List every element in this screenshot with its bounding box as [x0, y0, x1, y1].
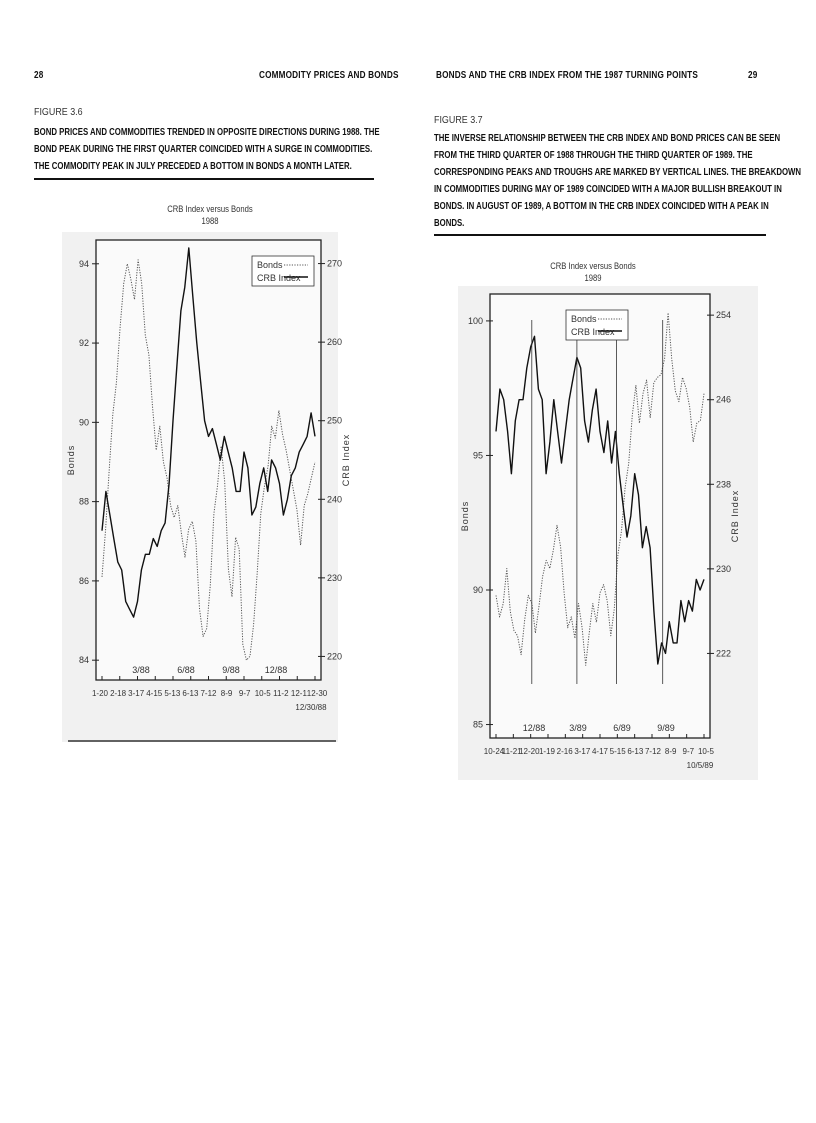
- date-label: 11-21: [501, 747, 522, 756]
- chart-figure-3-6: [0, 0, 408, 760]
- running-head: COMMODITY PRICES AND BONDS: [259, 70, 399, 81]
- quarter-label: 6/88: [177, 665, 195, 675]
- right-axis-tick-label: 238: [716, 479, 732, 490]
- page-number: 28: [34, 70, 44, 81]
- right-axis-tick-label: 246: [716, 394, 732, 405]
- left-axis-tick-label: 88: [78, 496, 89, 507]
- date-label: 10-5: [697, 747, 715, 756]
- right-axis-tick-label: 270: [327, 258, 343, 269]
- left-axis-title: Bonds: [66, 444, 76, 476]
- right-axis-tick-label: 220: [327, 651, 343, 662]
- caption-line: IN COMMODITIES DURING MAY OF 1989 COINCIDED WITH A MAJOR BULLISH BREAKOUT IN: [434, 184, 782, 195]
- right-axis-title: CRB Index: [341, 433, 351, 487]
- date-label: 8-9: [220, 689, 233, 698]
- figure-label: FIGURE 3.7: [434, 114, 483, 126]
- left-axis-tick-label: 94: [78, 258, 89, 269]
- quarter-label: 3/89: [569, 723, 587, 733]
- date-label: 1-19: [538, 747, 556, 756]
- left-axis-tick-label: 92: [78, 338, 89, 349]
- date-label: 9-7: [238, 689, 251, 698]
- date-label: 12-30: [306, 689, 328, 698]
- left-axis-tick-label: 95: [472, 450, 483, 461]
- left-axis-title: Bonds: [460, 500, 470, 532]
- right-axis-tick-label: 254: [716, 310, 732, 321]
- left-axis-tick-label: 86: [78, 575, 89, 586]
- quarter-label: 9/89: [657, 723, 675, 733]
- caption-line: CORRESPONDING PEAKS AND TROUGHS ARE MARKED BY VERTICAL LINES. THE BREAKDOWN: [434, 167, 802, 178]
- right-axis-tick-label: 260: [327, 337, 343, 348]
- chart-figure-3-7: [408, 0, 816, 800]
- date-label: 1-20: [91, 689, 109, 698]
- right-axis-title: CRB Index: [730, 489, 740, 543]
- caption-line: BONDS. IN AUGUST OF 1989, A BOTTOM IN THE CRB INDEX COINCIDED WITH A PEAK IN: [434, 201, 769, 212]
- figure-label: FIGURE 3.6: [34, 106, 83, 118]
- legend-label-bonds: Bonds: [257, 260, 283, 270]
- legend-label-crb-index: CRB Index: [571, 327, 615, 337]
- date-label: 5-15: [609, 747, 626, 756]
- right-axis-tick-label: 250: [327, 415, 343, 426]
- quarter-label: 6/89: [613, 723, 631, 733]
- left-axis-tick-label: 90: [472, 585, 483, 595]
- legend-label-bonds: Bonds: [571, 314, 597, 324]
- quarter-label: 3/88: [132, 665, 150, 675]
- end-date-label: 10/5/89: [686, 761, 714, 770]
- caption-line: BOND PEAK DURING THE FIRST QUARTER COINCIDED WITH A SURGE IN COMMODITIES.: [34, 144, 373, 155]
- chart-subtitle: 1989: [584, 273, 602, 283]
- date-label: 3-17: [128, 689, 145, 698]
- date-label: 7-12: [644, 747, 662, 756]
- page-number: 29: [748, 70, 758, 81]
- caption-line: BONDS.: [434, 218, 465, 229]
- legend-label-crb-index: CRB Index: [257, 273, 301, 283]
- date-label: 9-7: [682, 747, 695, 756]
- right-axis-tick-label: 230: [327, 572, 343, 583]
- plot-frame: [96, 240, 321, 680]
- date-label: 2-16: [556, 747, 573, 756]
- caption-line: FROM THE THIRD QUARTER OF 1988 THROUGH THE THIRD QUARTER OF 1989. THE: [434, 150, 753, 161]
- right-axis-tick-label: 230: [716, 563, 732, 574]
- right-axis-tick-label: 222: [716, 648, 732, 659]
- right-page: [408, 0, 816, 1123]
- date-label: 12-1: [290, 689, 307, 698]
- right-axis-tick-label: 240: [327, 494, 343, 505]
- quarter-label: 12/88: [522, 723, 546, 733]
- date-label: 11-2: [273, 689, 289, 698]
- left-axis-tick-label: 85: [472, 719, 483, 730]
- running-head: BONDS AND THE CRB INDEX FROM THE 1987 TURNING POINTS: [436, 70, 699, 81]
- date-label: 4-15: [146, 689, 163, 698]
- left-axis-tick-label: 84: [78, 655, 89, 666]
- caption-line: THE COMMODITY PEAK IN JULY PRECEDED A BOTTOM IN BONDS A MONTH LATER.: [34, 161, 352, 172]
- date-label: 3-17: [574, 747, 591, 756]
- date-label: 10-24: [483, 747, 505, 756]
- caption-line: BOND PRICES AND COMMODITIES TRENDED IN OPPOSITE DIRECTIONS DURING 1988. THE: [34, 127, 380, 138]
- caption-line: THE INVERSE RELATIONSHIP BETWEEN THE CRB INDEX AND BOND PRICES CAN BE SEEN: [434, 133, 781, 144]
- plot-frame: [490, 294, 710, 738]
- end-date-label: 12/30/88: [295, 703, 327, 712]
- date-label: 6-13: [182, 689, 199, 698]
- date-label: 6-13: [627, 747, 644, 756]
- date-label: 7-12: [200, 689, 217, 698]
- chart-title-text: CRB Index versus Bonds: [167, 204, 253, 214]
- date-label: 10-5: [254, 689, 271, 698]
- date-label: 2-18: [110, 689, 127, 698]
- chart-subtitle: 1988: [201, 216, 219, 226]
- quarter-label: 9/88: [222, 665, 240, 675]
- quarter-label: 12/88: [264, 665, 288, 675]
- left-axis-tick-label: 100: [467, 315, 483, 326]
- date-label: 4-17: [591, 747, 609, 756]
- date-label: 8-9: [664, 747, 677, 756]
- chart-title-text: CRB Index versus Bonds: [550, 261, 636, 271]
- date-label: 5-13: [164, 689, 181, 698]
- left-axis-tick-label: 90: [78, 417, 89, 428]
- date-label: 12-20: [519, 747, 540, 756]
